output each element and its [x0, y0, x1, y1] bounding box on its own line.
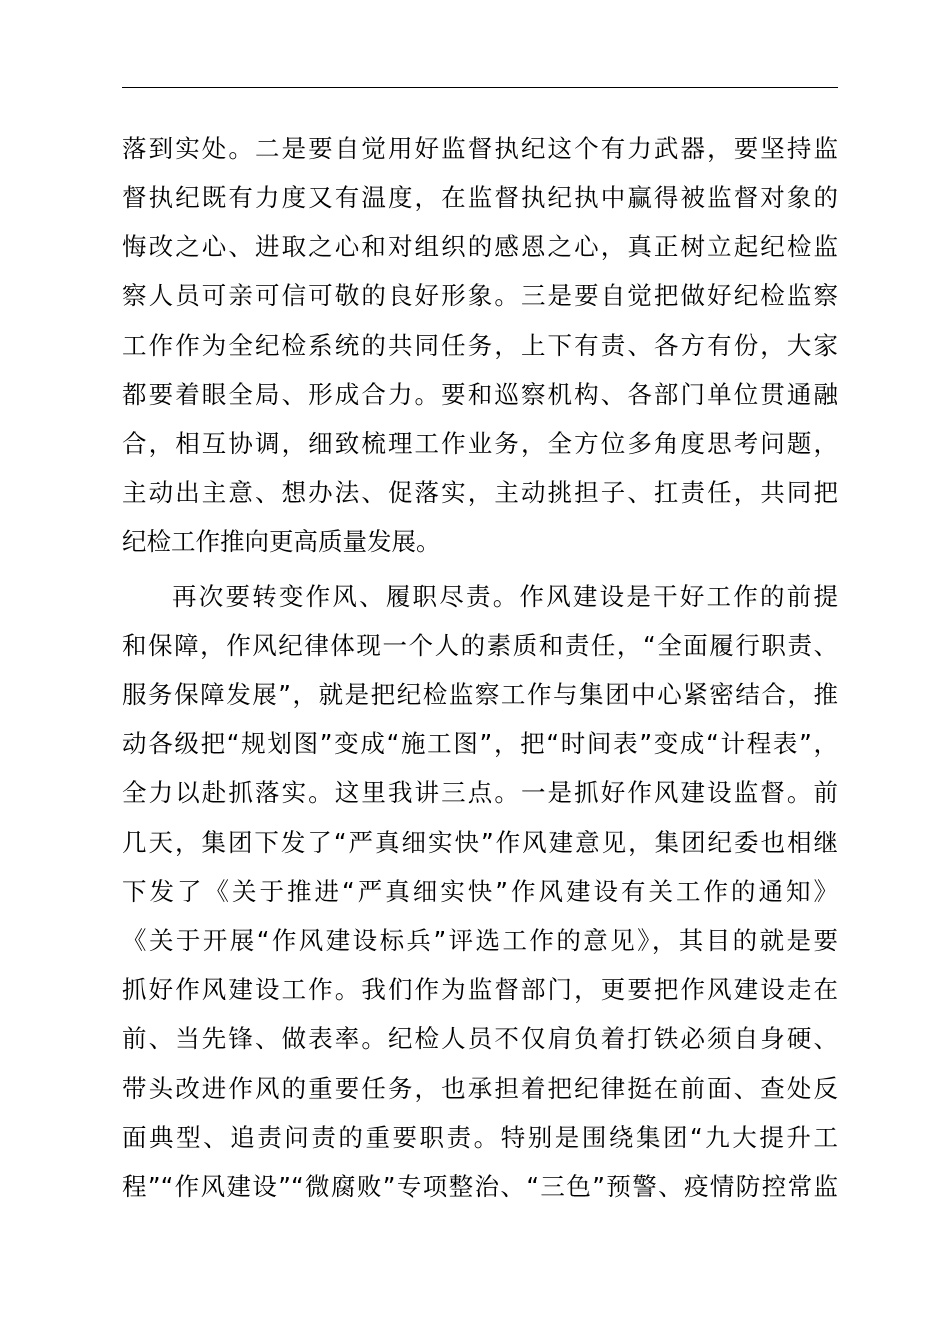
text-line: 合，相互协调，细致梳理工作业务，全方位多角度思考问题，	[122, 429, 838, 458]
text-line: 面典型、追责问责的重要职责。特别是围绕集团“九大提升工	[122, 1123, 838, 1152]
text-line: 几天，集团下发了“严真细实快”作风建意见，集团纪委也相继	[122, 828, 838, 857]
text-line: 落到实处。二是要自觉用好监督执纪这个有力武器，要坚持监	[122, 134, 838, 163]
text-line: 程”“作风建设”“微腐败”专项整治、“三色”预警、疫情防控常监	[122, 1172, 838, 1201]
text-line: 纪检工作推向更高质量发展。	[122, 527, 441, 556]
text-line: 前、当先锋、做表率。纪检人员不仅肩负着打铁必须自身硬、	[122, 1024, 838, 1053]
text-line: 工作作为全纪检系统的共同任务，上下有责、各方有份，大家	[122, 331, 838, 360]
text-line: 都要着眼全局、形成合力。要和巡察机构、各部门单位贯通融	[122, 380, 838, 409]
text-line: 察人员可亲可信可敬的良好形象。三是要自觉把做好纪检监察	[122, 281, 838, 310]
paragraph-start-line: 再次要转变作风、履职尽责。作风建设是干好工作的前提	[172, 582, 838, 611]
text-line: 下发了《关于推进“严真细实快”作风建设有关工作的通知》	[122, 877, 838, 906]
text-line: 《关于开展“作风建设标兵”评选工作的意见》，其目的就是要	[122, 926, 838, 955]
header-rule	[122, 87, 838, 88]
text-line: 服务保障发展”，就是把纪检监察工作与集团中心紧密结合，推	[122, 680, 838, 709]
text-line: 带头改进作风的重要任务，也承担着把纪律挺在前面、查处反	[122, 1074, 838, 1103]
text-line: 动各级把“规划图”变成“施工图”，把“时间表”变成“计程表”，	[122, 729, 838, 758]
text-line: 主动出主意、想办法、促落实，主动挑担子、扛责任，共同把	[122, 478, 838, 507]
text-line: 和保障，作风纪律体现一个人的素质和责任，“全面履行职责、	[122, 631, 838, 660]
text-line: 督执纪既有力度又有温度，在监督执纪执中赢得被监督对象的	[122, 183, 838, 212]
text-line: 抓好作风建设工作。我们作为监督部门，更要把作风建设走在	[122, 975, 838, 1004]
text-line: 悔改之心、进取之心和对组织的感恩之心，真正树立起纪检监	[122, 232, 838, 261]
text-line: 全力以赴抓落实。这里我讲三点。一是抓好作风建设监督。前	[122, 778, 838, 807]
